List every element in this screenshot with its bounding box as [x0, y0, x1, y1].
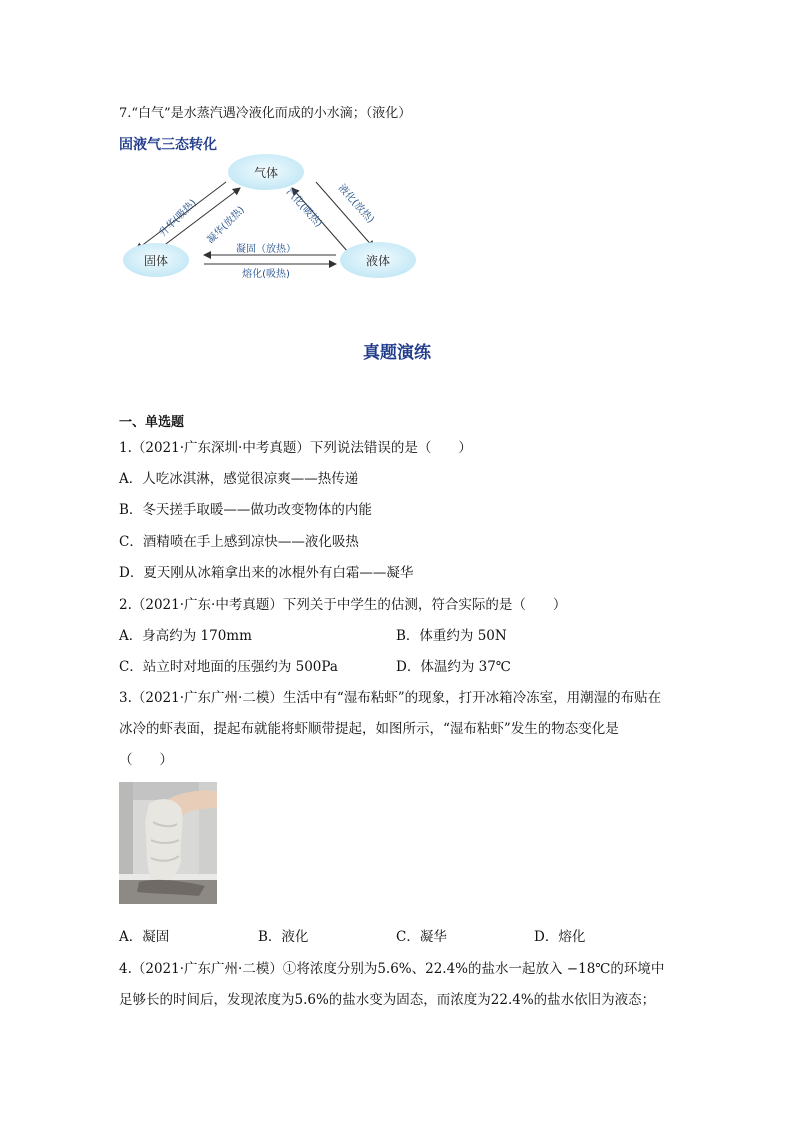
desublimation-label: 凝华(放热): [205, 204, 247, 247]
solid-label: 固体: [143, 254, 169, 268]
q3-option-d: D．熔化: [534, 929, 586, 945]
q4-line-1: 4.（2021·广东广州·二模）①将浓度分别为5.6%、22.4%的盐水一起放入 −18℃的环境中: [119, 961, 665, 977]
q1-option-d: D．夏天刚从冰箱拿出来的冰棍外有白霜——凝华: [119, 565, 414, 581]
diagram-title: 固液气三态转化: [119, 137, 217, 153]
melting-label: 熔化(吸热): [242, 269, 290, 280]
vaporization-label: 汽化(吸热): [283, 186, 324, 230]
q3-option-b: B．液化: [258, 929, 309, 945]
q3-option-a: A．凝固: [119, 929, 170, 945]
q2-option-d: D．体温约为 37℃: [396, 659, 511, 675]
q1-option-b: B．冬天搓手取暖——做功改变物体的内能: [119, 502, 372, 518]
liquid-label: 液体: [365, 254, 391, 268]
q3-stem-line-3: （ ）: [119, 752, 173, 768]
q1-stem: 1.（2021·广东深圳·中考真题）下列说法错误的是（ ）: [119, 440, 472, 456]
solidification-label: 凝固（放热）: [236, 244, 296, 255]
sublimation-label: 升华(吸热): [157, 197, 199, 240]
part-heading: 一、单选题: [119, 415, 185, 430]
item-7-text: 7.“白气”是水蒸汽遇冷液化而成的小水滴；（液化）: [119, 106, 412, 121]
q3-option-c: C．凝华: [396, 929, 447, 945]
q1-option-c: C．酒精喷在手上感到凉快——液化吸热: [119, 534, 359, 550]
gas-label: 气体: [253, 166, 279, 180]
q4-line-2: 足够长的时间后，发现浓度为5.6%的盐水变为固态，而浓度为22.4%的盐水依旧为液态；: [119, 992, 656, 1008]
q2-option-a: A．身高约为 170mm: [119, 628, 252, 644]
q1-option-a: A．人吃冰淇淋，感觉很凉爽——热传递: [119, 471, 359, 487]
wet-cloth-shrimp-photo: [119, 782, 217, 904]
q2-stem: 2.（2021·广东·中考真题）下列关于中学生的估测，符合实际的是（ ）: [119, 597, 567, 613]
section-title: 真题演练: [363, 343, 431, 363]
q3-stem-line-2: 冰冷的虾表面，提起布就能将虾顺带提起，如图所示，“湿布粘虾”发生的物态变化是: [119, 721, 619, 737]
q2-option-c: C．站立时对地面的压强约为 500Pa: [119, 659, 338, 675]
phase-transition-diagram: [116, 152, 416, 287]
q3-stem-line-1: 3.（2021·广东广州·二模）生活中有“湿布粘虾”的现象，打开冰箱冷冻室，用潮湿的布贴在: [119, 690, 662, 706]
liquefaction-label: 液化(放热): [335, 182, 376, 226]
q2-option-b: B．体重约为 50N: [396, 628, 507, 644]
